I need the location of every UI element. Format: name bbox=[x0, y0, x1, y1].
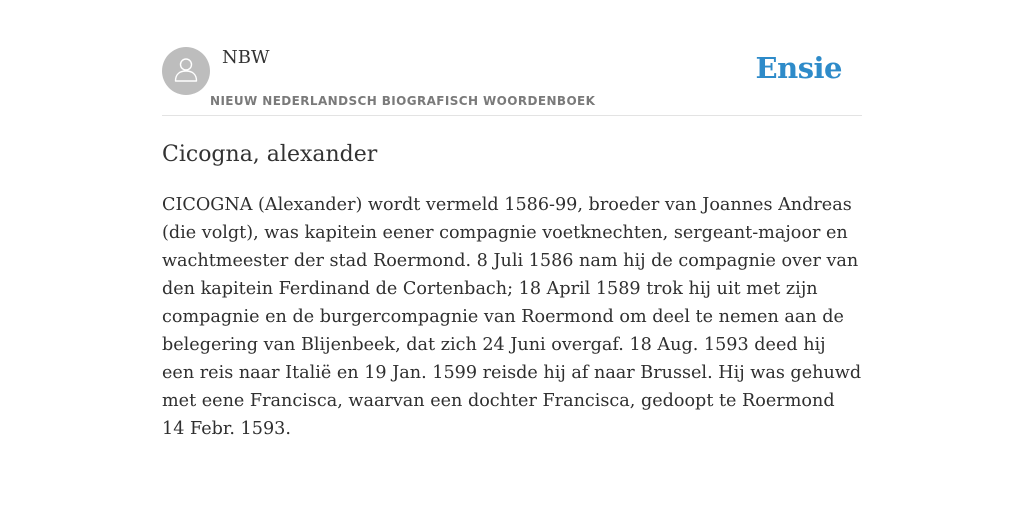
avatar[interactable] bbox=[162, 47, 210, 95]
page bbox=[162, 40, 862, 443]
source-header bbox=[162, 40, 862, 116]
source-full-name: NIEUW NEDERLANDSCH BIOGRAFISCH WOORDENBOEK bbox=[210, 94, 596, 108]
article-title: Cicogna, alexander bbox=[162, 142, 378, 167]
article-body: CICOGNA (Alexander) wordt vermeld 1586-99, broeder van Joannes Andreas (die volgt), was kapitein eener compagnie voetknechten, sergeant-majoor en wachtmeester der stad Roermond. 8 Juli 1586 nam hij de compagnie over van den kapitein Ferdinand de Cortenbach; 18 April 1589 trok hij uit met zijn compagnie en de burgercompagnie van Roermond om deel te nemen aan de belegering van Blijenbeek, dat zich 24 Juni overgaf. 18 Aug. 1593 deed hij een reis naar Italië en 19 Jan. 1599 reisde hij af naar Brussel. Hij was gehuwd met eene Francisca, waarvan een dochter Francisca, gedoopt te Roermond 14 Febr. 1593. bbox=[162, 195, 862, 439]
ensie-logo-link[interactable]: Ensie bbox=[755, 51, 842, 85]
user-outline-icon bbox=[171, 54, 201, 88]
source-abbreviation-link[interactable]: NBW bbox=[222, 47, 270, 68]
